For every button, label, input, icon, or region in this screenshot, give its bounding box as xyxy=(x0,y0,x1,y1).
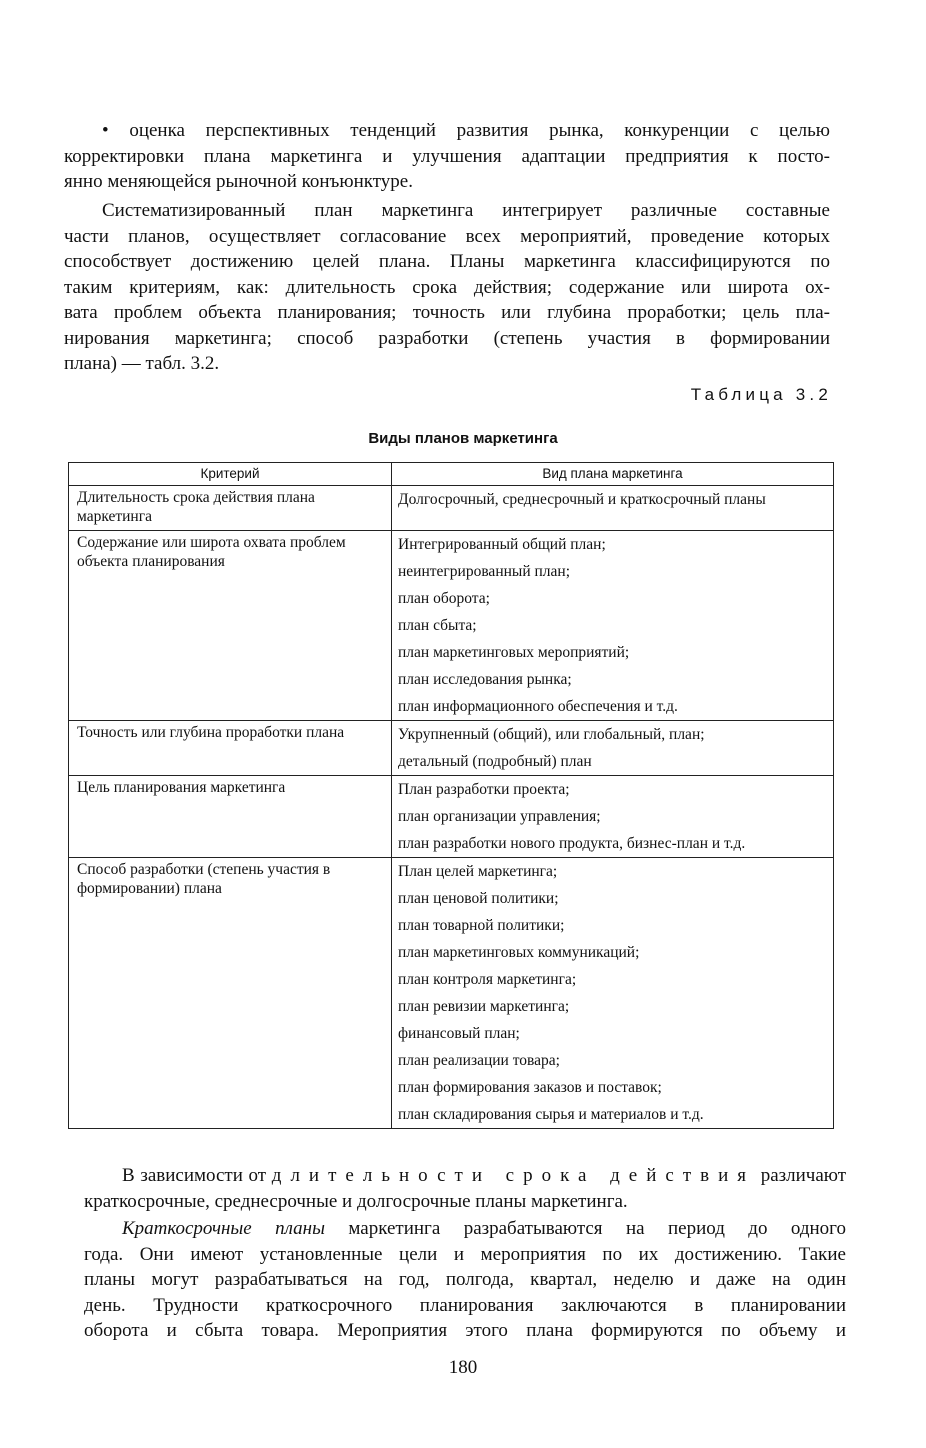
paragraph-duration xyxy=(84,1163,846,1214)
text-line: года. Они имеют установленные цели и мероприятия по их достижению. Такие xyxy=(84,1243,846,1265)
plan-cell xyxy=(392,486,834,531)
text-line: день. Трудности краткосрочного планирования заключаются в планировании xyxy=(84,1294,846,1316)
plan-cell xyxy=(392,858,834,1129)
plan-item: План целей маркетинга; xyxy=(398,863,558,880)
plan-item: план исследования рынка; xyxy=(398,671,572,688)
plan-item: финансовый план; xyxy=(398,1025,520,1042)
plan-item: план оборота; xyxy=(398,590,490,607)
plan-item: план формирования заказов и поставок; xyxy=(398,1079,662,1096)
plan-item: план разработки нового продукта, бизнес-план и т.д. xyxy=(398,835,746,852)
italic-term: Краткосрочные планы xyxy=(122,1218,325,1239)
plan-item: план контроля маркетинга; xyxy=(398,971,577,988)
criterion-cell: Длительность срока действия плана маркетинга xyxy=(69,486,392,531)
plan-item: план товарной политики; xyxy=(398,917,565,934)
plan-cell xyxy=(392,721,834,776)
emphasized-term: длительности срока действия xyxy=(271,1165,756,1186)
text-line: оборота и сбыта товара. Мероприятия этого плана формируются по объему и xyxy=(84,1320,846,1341)
plan-item: План разработки проекта; xyxy=(398,781,570,798)
plan-item: Долгосрочный, среднесрочный и краткосрочный планы xyxy=(398,491,766,508)
plan-item: план складирования сырья и материалов и т.д. xyxy=(398,1106,704,1123)
table-row xyxy=(69,531,834,721)
plan-item: план маркетинговых мероприятий; xyxy=(398,644,630,661)
text-line xyxy=(84,1163,846,1189)
criterion-cell: Цель планирования маркетинга xyxy=(69,776,392,858)
plan-item: неинтегрированный план; xyxy=(398,563,570,580)
paragraph-bullet xyxy=(64,118,830,195)
text-line: янно меняющейся рыночной конъюнктуре. xyxy=(64,171,413,192)
plan-item: план маркетинговых коммуникаций; xyxy=(398,944,640,961)
criterion-cell: Содержание или широта охвата проблем объекта планирования xyxy=(69,531,392,721)
plan-item: план реализации товара; xyxy=(398,1052,560,1069)
criterion-cell: Точность или глубина проработки плана xyxy=(69,721,392,776)
table-row xyxy=(69,486,834,531)
plan-item: план сбыта; xyxy=(398,617,477,634)
text-line: вата проблем объекта планирования; точность или глубина проработки; цель пла- xyxy=(64,302,830,323)
table-title: Виды планов маркетинга xyxy=(368,430,558,447)
paragraph-short-term xyxy=(84,1216,846,1344)
criterion-cell: Способ разработки (степень участия в формировании) плана xyxy=(69,858,392,1129)
plan-item: детальный (подробный) план xyxy=(398,753,592,770)
plan-item: план ценовой политики; xyxy=(398,890,559,907)
text-run: маркетинга разрабатываются на период до одного xyxy=(324,1218,846,1239)
text-line: Систематизированный план маркетинга интегрирует различные составные xyxy=(102,200,830,221)
marketing-plans-table xyxy=(68,462,834,1129)
plan-item: план информационного обеспечения и т.д. xyxy=(398,698,678,715)
plan-item: план ревизии маркетинга; xyxy=(398,998,570,1015)
table-row xyxy=(69,776,834,858)
text-line: способствует достижению целей плана. Планы маркетинга классифицируются по xyxy=(64,251,830,272)
plan-item: план организации управления; xyxy=(398,808,601,825)
header-criterion: Критерий xyxy=(69,463,392,486)
text-run: различают xyxy=(760,1165,847,1186)
plan-cell xyxy=(392,531,834,721)
header-plan-type: Вид плана маркетинга xyxy=(392,463,834,486)
text-line: таким критериям, как: длительность срока действия; содержание или широта ох- xyxy=(64,276,830,298)
table-row xyxy=(69,721,834,776)
text-line xyxy=(84,1216,846,1242)
text-run: В зависимости от xyxy=(122,1165,267,1186)
plan-cell xyxy=(392,776,834,858)
table-label: Таблица 3.2 xyxy=(690,385,832,404)
text-line: • оценка перспективных тенденций развития рынка, конкуренции с целью xyxy=(102,120,830,141)
table-row xyxy=(69,858,834,1129)
table-header-row xyxy=(69,463,834,486)
plan-item: Укрупненный (общий), или глобальный, план; xyxy=(398,726,705,743)
paragraph-systematized-plan xyxy=(64,198,830,377)
text-line: краткосрочные, среднесрочные и долгосрочные планы маркетинга. xyxy=(84,1190,628,1212)
text-line: планы могут разрабатываться на год, полгода, квартал, неделю и даже на один xyxy=(84,1269,846,1290)
text-line: корректировки плана маркетинга и улучшения адаптации предприятия к посто- xyxy=(64,145,830,167)
text-line: плана) — табл. 3.2. xyxy=(64,353,220,374)
page-number: 180 xyxy=(448,1357,478,1378)
text-line: нирования маркетинга; способ разработки (степень участия в формировании xyxy=(64,327,830,349)
text-line: части планов, осуществляет согласование всех мероприятий, проведение которых xyxy=(64,225,830,247)
plan-item: Интегрированный общий план; xyxy=(398,536,606,553)
